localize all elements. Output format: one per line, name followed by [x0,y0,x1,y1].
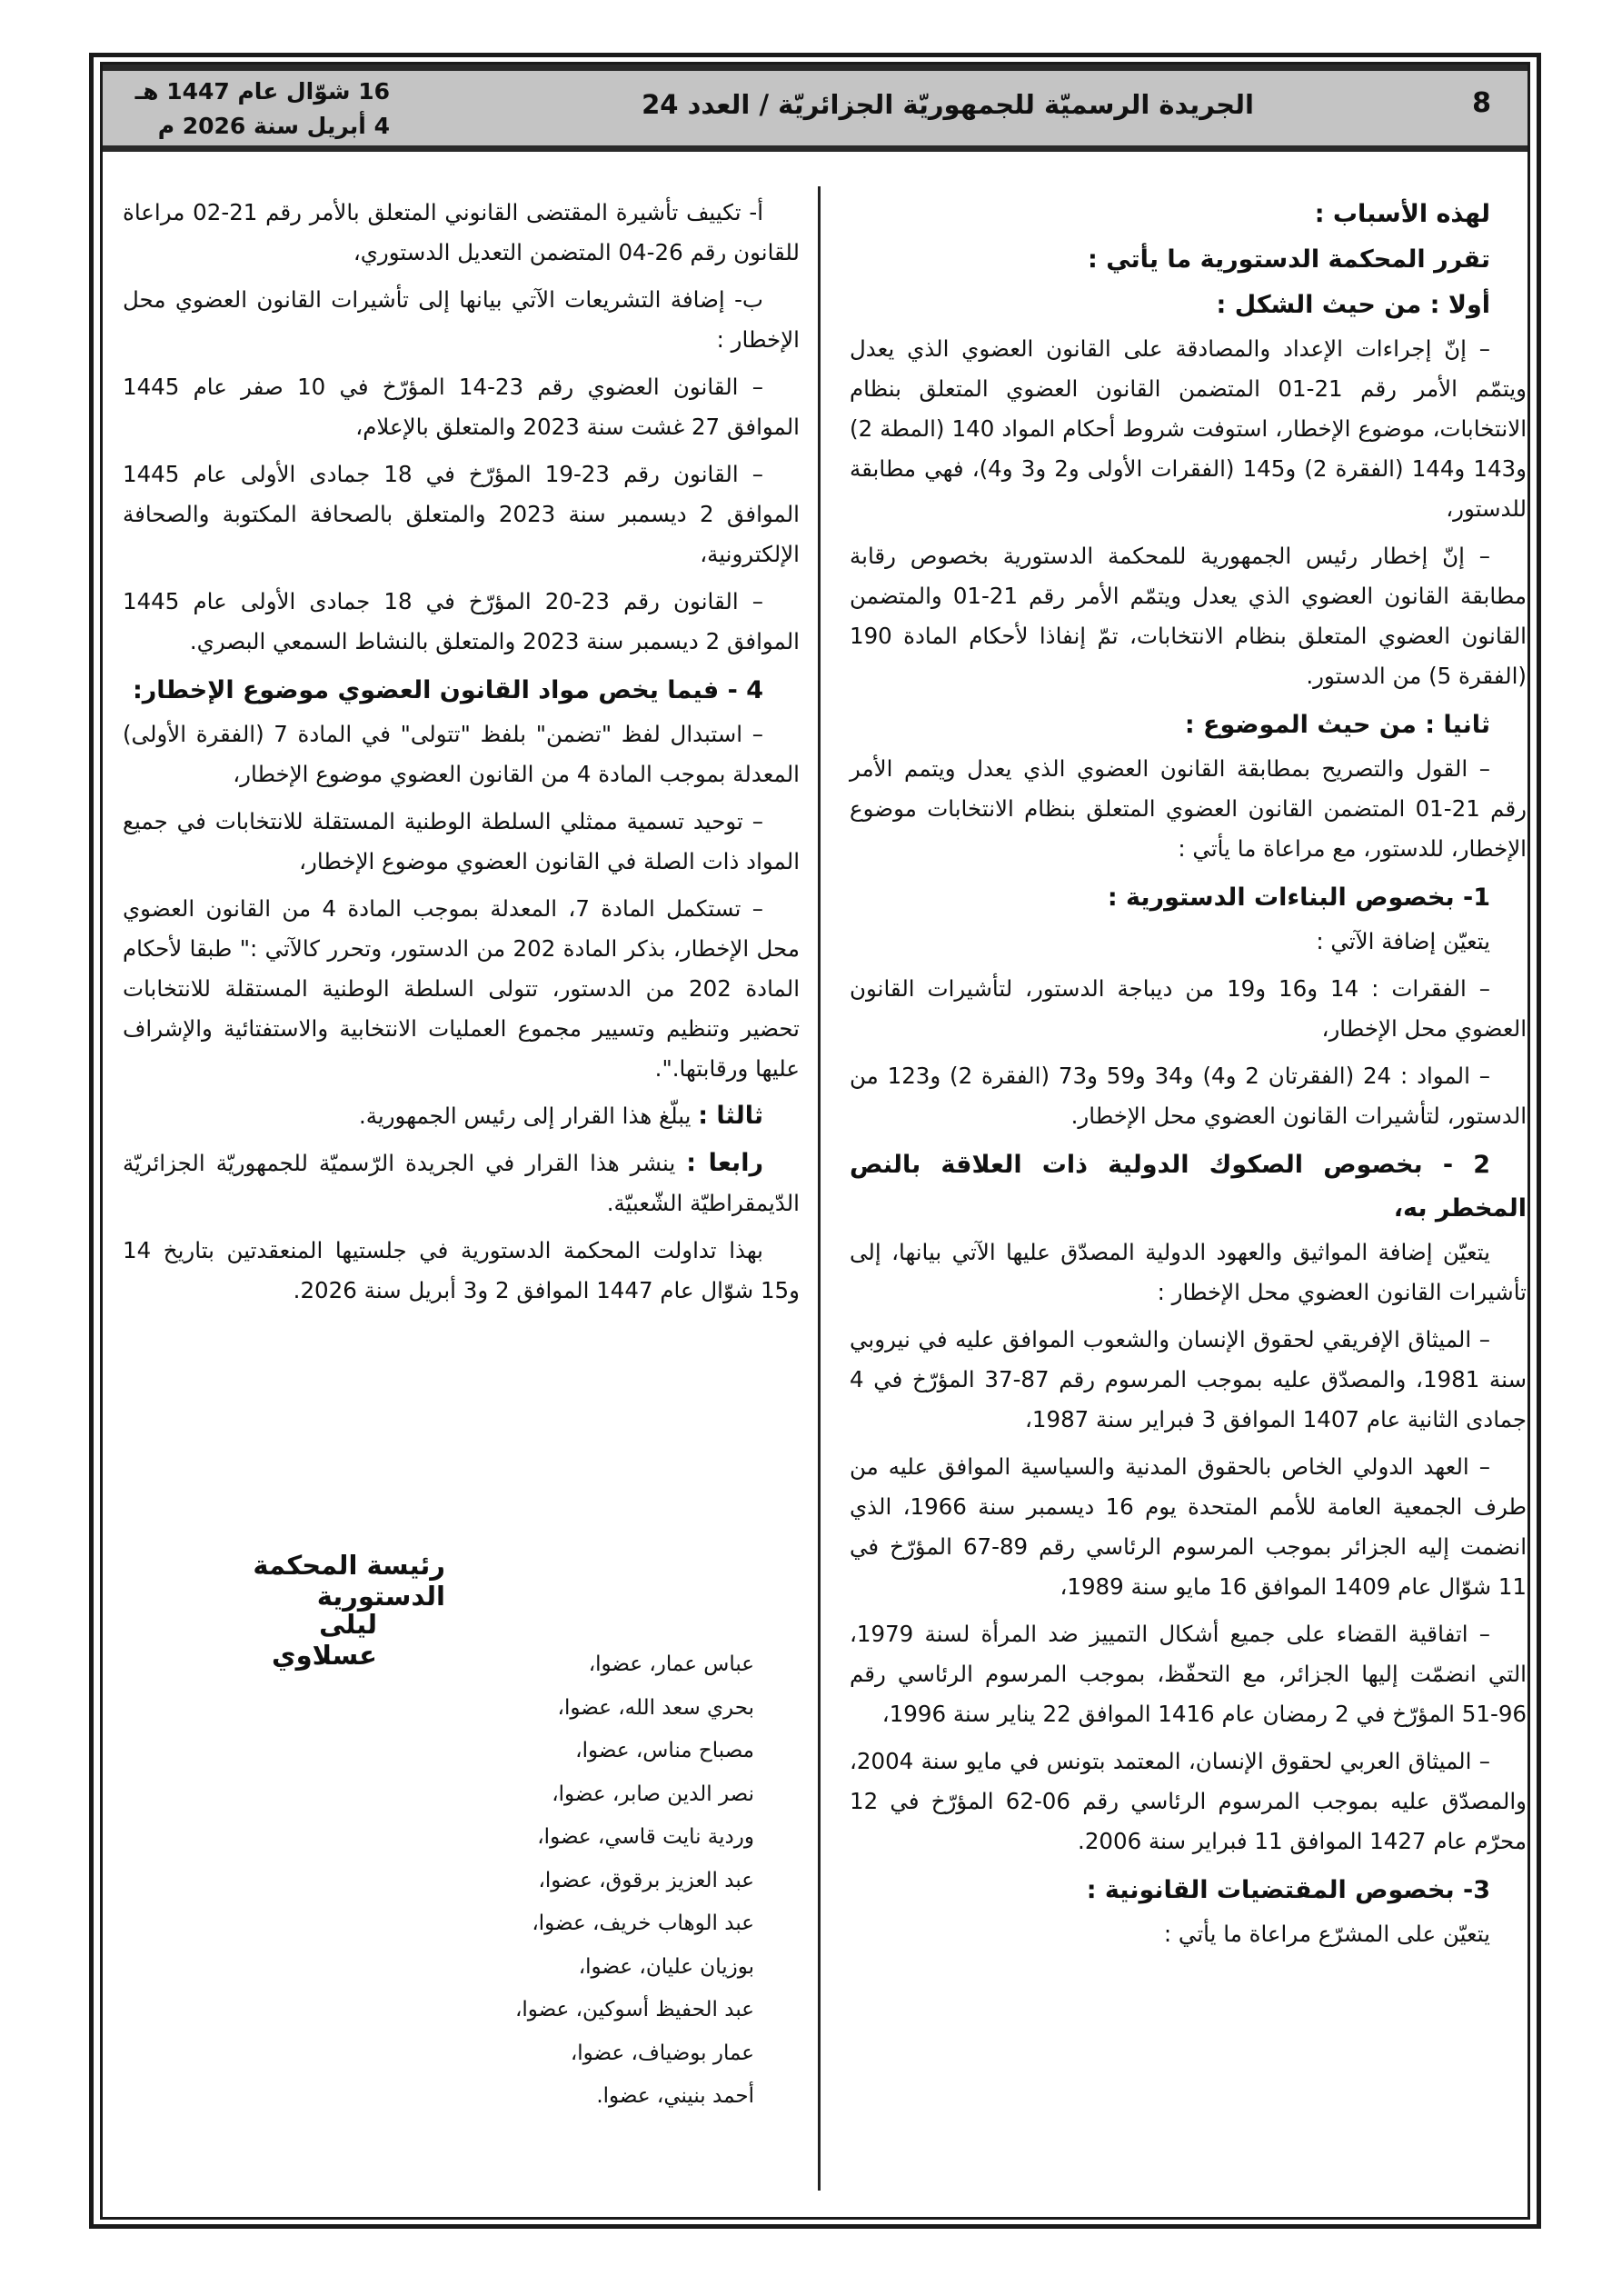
paragraph: – الميثاق العربي لحقوق الإنسان، المعتمد بتونس في مايو سنة 2004، والمصدّق عليه بموجب المرسوم الرئاسي رقم 06-62 المؤرّخ في 12 محرّم عام 1427 الموافق 11 فبراير سنة 2006. [850,1748,1527,1854]
article-text: يبلّغ هذا القرار إلى رئيس الجمهورية. [358,1103,699,1129]
section-heading: تقرر المحكمة الدستورية ما يأتي : [1088,245,1490,274]
paragraph: يتعيّن إضافة الآتي : [1316,928,1490,954]
member-name: عبد الوهاب خريف، عضوا، [532,1912,754,1935]
paragraph: – الفقرات : 14 و16 و19 من ديباجة الدستور، لتأشيرات القانون العضوي محل الإخطار، [850,975,1527,1042]
article-label: رابعا : [686,1149,763,1177]
paragraph: – القانون رقم 23-20 المؤرّخ في 18 جمادى الأولى عام 1445 الموافق 2 ديسمبر سنة 2023 والمتعلق بالنشاط السمعي البصري. [123,588,800,654]
section-heading: 1- بخصوص البناءات الدستورية : [1107,883,1490,912]
member-name: عمار بوضياف، عضوا، [570,2041,754,2065]
page-number: 8 [1472,87,1491,119]
members-list [391,1643,754,2119]
paragraph: – القانون العضوي رقم 23-14 المؤرّخ في 10 صفر عام 1445 الموافق 27 غشت سنة 2023 والمتعلق بالإعلام، [123,374,800,440]
paragraph: – القول والتصريح بمطابقة القانون العضوي الذي يعدل ويتمم الأمر رقم 21-01 المتضمن القانون العضوي المتعلق بنظام الانتخابات موضوع الإخطار، للدستور، مع مراعاة ما يأتي : [850,755,1527,862]
article-paragraph [123,1096,800,1136]
paragraph: – القانون رقم 23-19 المؤرّخ في 18 جمادى الأولى عام 1445 الموافق 2 ديسمبر سنة 2023 والمتعلق بالصحافة المكتوبة والصحافة الإلكترونية، [123,461,800,567]
paragraph: – تستكمل المادة 7، المعدلة بموجب المادة 4 من القانون العضوي محل الإخطار، بذكر المادة 202 من الدستور، وتحرر كالآتي :" طبقا لأحكام المادة 202 من الدستور، تتولى السلطة الوطنية المستقلة للانتخابات تحضير وتنظيم وتسيير مجموع العمليات الانتخابية والاستفتائية والإشراف عليها ورقابتها.". [123,895,800,1082]
member-name: عبد الحفيظ أسوكين، عضوا، [514,1998,754,2021]
member-name: مصباح مناس، عضوا، [575,1739,754,1762]
signature-name: ليلى عسلاوي [272,1609,377,1671]
member-name: عباس عمار، عضوا، [588,1652,754,1676]
right-column [850,193,1527,1962]
member-name: وردية نايت قاسي، عضوا، [537,1825,754,1849]
date-gregorian: 4 أبريل سنة 2026 م [157,113,390,139]
gazette-title: الجريدة الرسميّة للجمهوريّة الجزائريّة / العدد 24 [642,89,1254,120]
article-paragraph [123,1143,800,1223]
paragraph: – العهد الدولي الخاص بالحقوق المدنية والسياسية الموافق عليه من طرف الجمعية العامة للأمم المتحدة يوم 16 ديسمبر سنة 1966، الذي انضمت إليه الجزائر بموجب المرسوم الرئاسي رقم 89-67 المؤرّخ في 11 شوّال عام 1409 الموافق 16 مايو سنة 1989، [850,1453,1527,1600]
paragraph: – إنّ إجراءات الإعداد والمصادقة على القانون العضوي الذي يعدل ويتمّم الأمر رقم 21-01 المتضمن القانون العضوي المتعلق بنظام الانتخابات، موضوع الإخطار، استوفت شروط أحكام المواد 140 (المطة 2) و143 و144 (الفقرة 2) و145 (الفقرات الأولى و2 و3 و4)، فهي مطابقة للدستور، [850,335,1527,522]
paragraph: – إنّ إخطار رئيس الجمهورية للمحكمة الدستورية بخصوص رقابة مطابقة القانون العضوي الذي يعدل ويتمّم الأمر رقم 21-01 والمتضمن القانون العضوي المتعلق بنظام الانتخابات، تمّ إنفاذا لأحكام المادة 190 (الفقرة 5) من الدستور. [850,543,1527,689]
paragraph: يتعيّن على المشرّع مراعاة ما يأتي : [1163,1921,1490,1947]
gazette-header [103,65,1527,152]
paragraph: – توحيد تسمية ممثلي السلطة الوطنية المستقلة للانتخابات في جميع المواد ذات الصلة في القانون العضوي موضوع الإخطار، [123,808,800,874]
issue-date [117,75,390,144]
section-heading: 3- بخصوص المقتضيات القانونية : [1086,1876,1490,1904]
article-label: ثالثا : [698,1102,763,1130]
section-heading: أولا : من حيث الشكل : [1216,291,1490,319]
paragraph: ب- إضافة التشريعات الآتي بيانها إلى تأشيرات القانون العضوي محل الإخطار : [123,286,800,353]
member-name: أحمد بنيني، عضوا. [596,2084,754,2108]
member-name: عبد العزيز برقوق، عضوا، [538,1868,754,1892]
column-divider [818,186,821,2191]
section-heading: ثانيا : من حيث الموضوع : [1184,711,1490,739]
section-heading: 2 - بخصوص الصكوك الدولية ذات العلاقة بالنص المخطر به، [850,1151,1527,1223]
member-name: نصر الدين صابر، عضوا، [552,1782,754,1806]
paragraph: يتعيّن إضافة المواثيق والعهود الدولية المصدّق عليها الآتي بيانها، إلى تأشيرات القانون العضوي محل الإخطار : [850,1239,1527,1305]
paragraph: – الميثاق الإفريقي لحقوق الإنسان والشعوب الموافق عليه في نيروبي سنة 1981، والمصدّق عليه بموجب المرسوم رقم 87-37 المؤرّخ في 4 جمادى الثانية عام 1407 الموافق 3 فبراير سنة 1987، [850,1326,1527,1433]
left-column [123,193,800,1318]
date-hijri: 16 شوّال عام 1447 هـ [134,78,390,105]
member-name: بحري سعد الله، عضوا، [557,1695,754,1720]
section-heading: لهذه الأسباب : [1314,200,1490,228]
paragraph: أ- تكييف تأشيرة المقتضى القانوني المتعلق بالأمر رقم 21-02 مراعاة للقانون رقم 26-04 المتضمن التعديل الدستوري، [123,199,800,265]
member-name: بوزيان عليان، عضوا، [578,1954,754,1979]
paragraph: – المواد : 24 (الفقرتان 2 و4) و34 و59 و73 (الفقرة 2) و123 من الدستور، لتأشيرات القانون العضوي محل الإخطار. [850,1063,1527,1129]
signature-title: رئيسة المحكمة الدستورية [253,1550,445,1612]
section-heading: 4 - فيما يخص مواد القانون العضوي موضوع الإخطار: [132,676,763,704]
paragraph: – اتفاقية القضاء على جميع أشكال التمييز ضد المرأة لسنة 1979، التي انضمّت إليها الجزائر، مع التحفّظ، بموجب المرسوم الرئاسي رقم 96-51 المؤرّخ في 2 رمضان عام 1416 الموافق 22 يناير سنة 1996، [850,1621,1527,1727]
paragraph: بهذا تداولت المحكمة الدستورية في جلستيها المنعقدتين بتاريخ 14 و15 شوّال عام 1447 الموافق 2 و3 أبريل سنة 2026. [123,1237,800,1303]
article-text: ينشر هذا القرار في الجريدة الرّسميّة للجمهوريّة الجزائريّة الدّيمقراطيّة الشّعبيّة. [123,1150,800,1216]
paragraph: – استبدال لفظ "تضمن" بلفظ "تتولى" في المادة 7 (الفقرة الأولى) المعدلة بموجب المادة 4 من القانون العضوي موضوع الإخطار، [123,721,800,787]
